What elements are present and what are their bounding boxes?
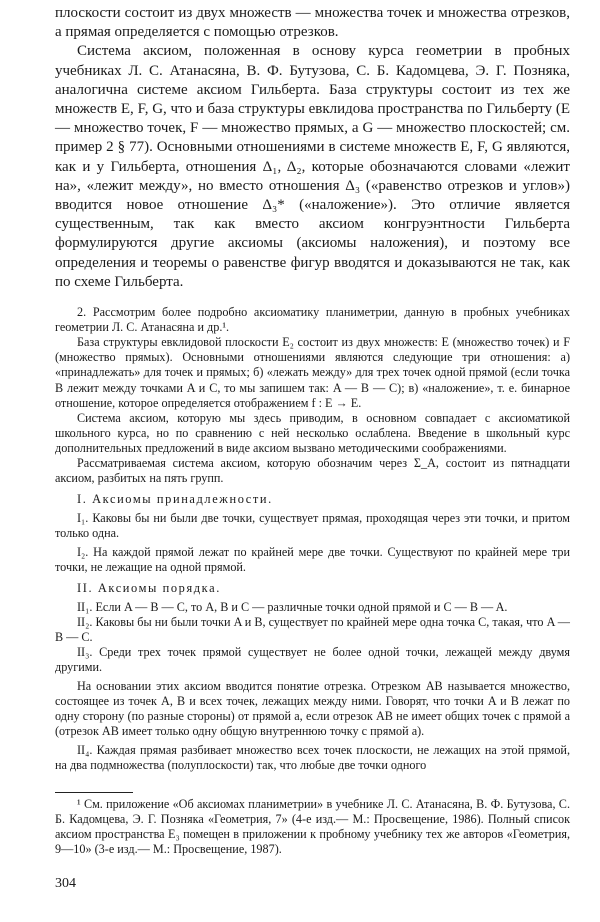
paragraph-section-2: 2. Рассмотрим более подробно аксиоматику планиметрии, данную в пробных учебниках геометрии Л. С. Атанасяна и др.¹. [55, 305, 570, 335]
paragraph-sigma-a: Рассматриваемая система аксиом, которую обозначим через Σ_A, состоит из пятнадцати аксиом, разбитых на пять групп. [55, 455, 570, 486]
page-body [55, 4, 570, 858]
axiom-ii2: II₂. Каковы бы ни были точки A и B, существует по крайней мере одна точка C, такая, что A — B — C. [55, 614, 570, 644]
axiom-ii1: II₁. Если A — B — C, то A, B и C — различные точки одной прямой и C — B — A. [77, 599, 508, 614]
footnote-divider [55, 792, 133, 793]
heading-order-axioms: II. Аксиомы порядка. [77, 581, 221, 596]
footnote: ¹ См. приложение «Об аксиомах планиметрии» в учебнике Л. С. Атанасяна, В. Ф. Бутузова, С. Б. Кадомцева, Э. Г. Позняка «Геометрия, 7» (4-е изд.— М.: Просвещение, 1986). Полный список аксиом пространства E₃ помещен в приложении к пробному учебнику тех же авторов «Геометрия, 9—10» (3-е изд.— М.: Просвещение, 1987). [55, 796, 570, 857]
axiom-i1: I₁. Каковы бы ни были две точки, существует прямая, проходящая через эти точки, и притом только одна. [55, 510, 570, 540]
paragraph-axiom-system: Система аксиом, которую мы здесь приводим, в основном совпадает с аксиоматикой школьного курса, но по сравнению с ней несколько ослаблена. Введение в школьный курс дополнительных предложений в виде аксиом вызвано методическими соображениями. [55, 410, 570, 455]
axiom-ii4: II₄. Каждая прямая разбивает множество всех точек плоскости, не лежащих на этой прямой, на два подмножества (полуплоскости) так, что любые две точки одного [55, 743, 570, 773]
heading-incidence-axioms: I. Аксиомы принадлежности. [77, 492, 273, 507]
axiom-i2: I₂. На каждой прямой лежат по крайней мере две точки. Существуют по крайней мере три точки, не лежащие на одной прямой. [55, 544, 570, 574]
axiom-ii3: II₃. Среди трех точек прямой существует не более одной точки, лежащей между двумя другими. [55, 644, 570, 674]
page-number: 304 [55, 876, 76, 891]
paragraph-hilbert-system: Система аксиом, положенная в основу курса геометрии в пробных учебниках Л. С. Атанасяна, В. Ф. Бутузова, С. Б. Кадомцева, Э. Г. Позняка, аналогична системе аксиом Гильберта. База структуры состоит из тех же множеств E, F, G, что и база структуры евклидова пространства по Гильберту (E — множество точек, F — множество прямых, а G — множество плоскостей; см. пример 2 § 77). Основными отношениями в системе множеств E, F, G являются, как и у Гильберта, отношения Δ₁, Δ₂, которые обозначаются словами «лежит на», «лежит между», но вместо отношения Δ₃ («равенство отрезков и углов») вводится новое отношение Δ₃* («наложение»). Это отличие является существенным, так как вместо аксиом конгруэнтности Гильберта формулируются другие аксиомы (аксиомы наложения), и поэтому все определения и теоремы о равенстве фигур вводятся и доказываются не так, как по схеме Гильберта. [55, 43, 570, 290]
paragraph-segment-definition: На основании этих аксиом вводится понятие отрезка. Отрезком AB называется множество, состоящее из точек A, B и всех точек, лежащих между ними. Говорят, что точки A и B лежат по одну сторону (по разные стороны) от прямой a, если отрезок AB не имеет общих точек с прямой a (отрезок AB имеет только одну общую внутреннюю точку с прямой a). [55, 679, 570, 739]
paragraph-structure-base: База структуры евклидовой плоскости E₂ состоит из двух множеств: E (множество точек) и F (множество прямых). Основными отношениями являются следующие три отношения: а) «принадлежать» для точек и прямых; б) «лежать между» для трех точек одной прямой (если точка B лежит между точками A и C, то мы запишем так: A — B — C); в) «наложение», т. е. бинарное отношение, которое определяется отображением f : E → E. [55, 335, 570, 410]
paragraph-continuation: плоскости состоит из двух множеств — множества точек и множества отрезков, а прямая определяется с помощью отрезков. [55, 5, 570, 41]
